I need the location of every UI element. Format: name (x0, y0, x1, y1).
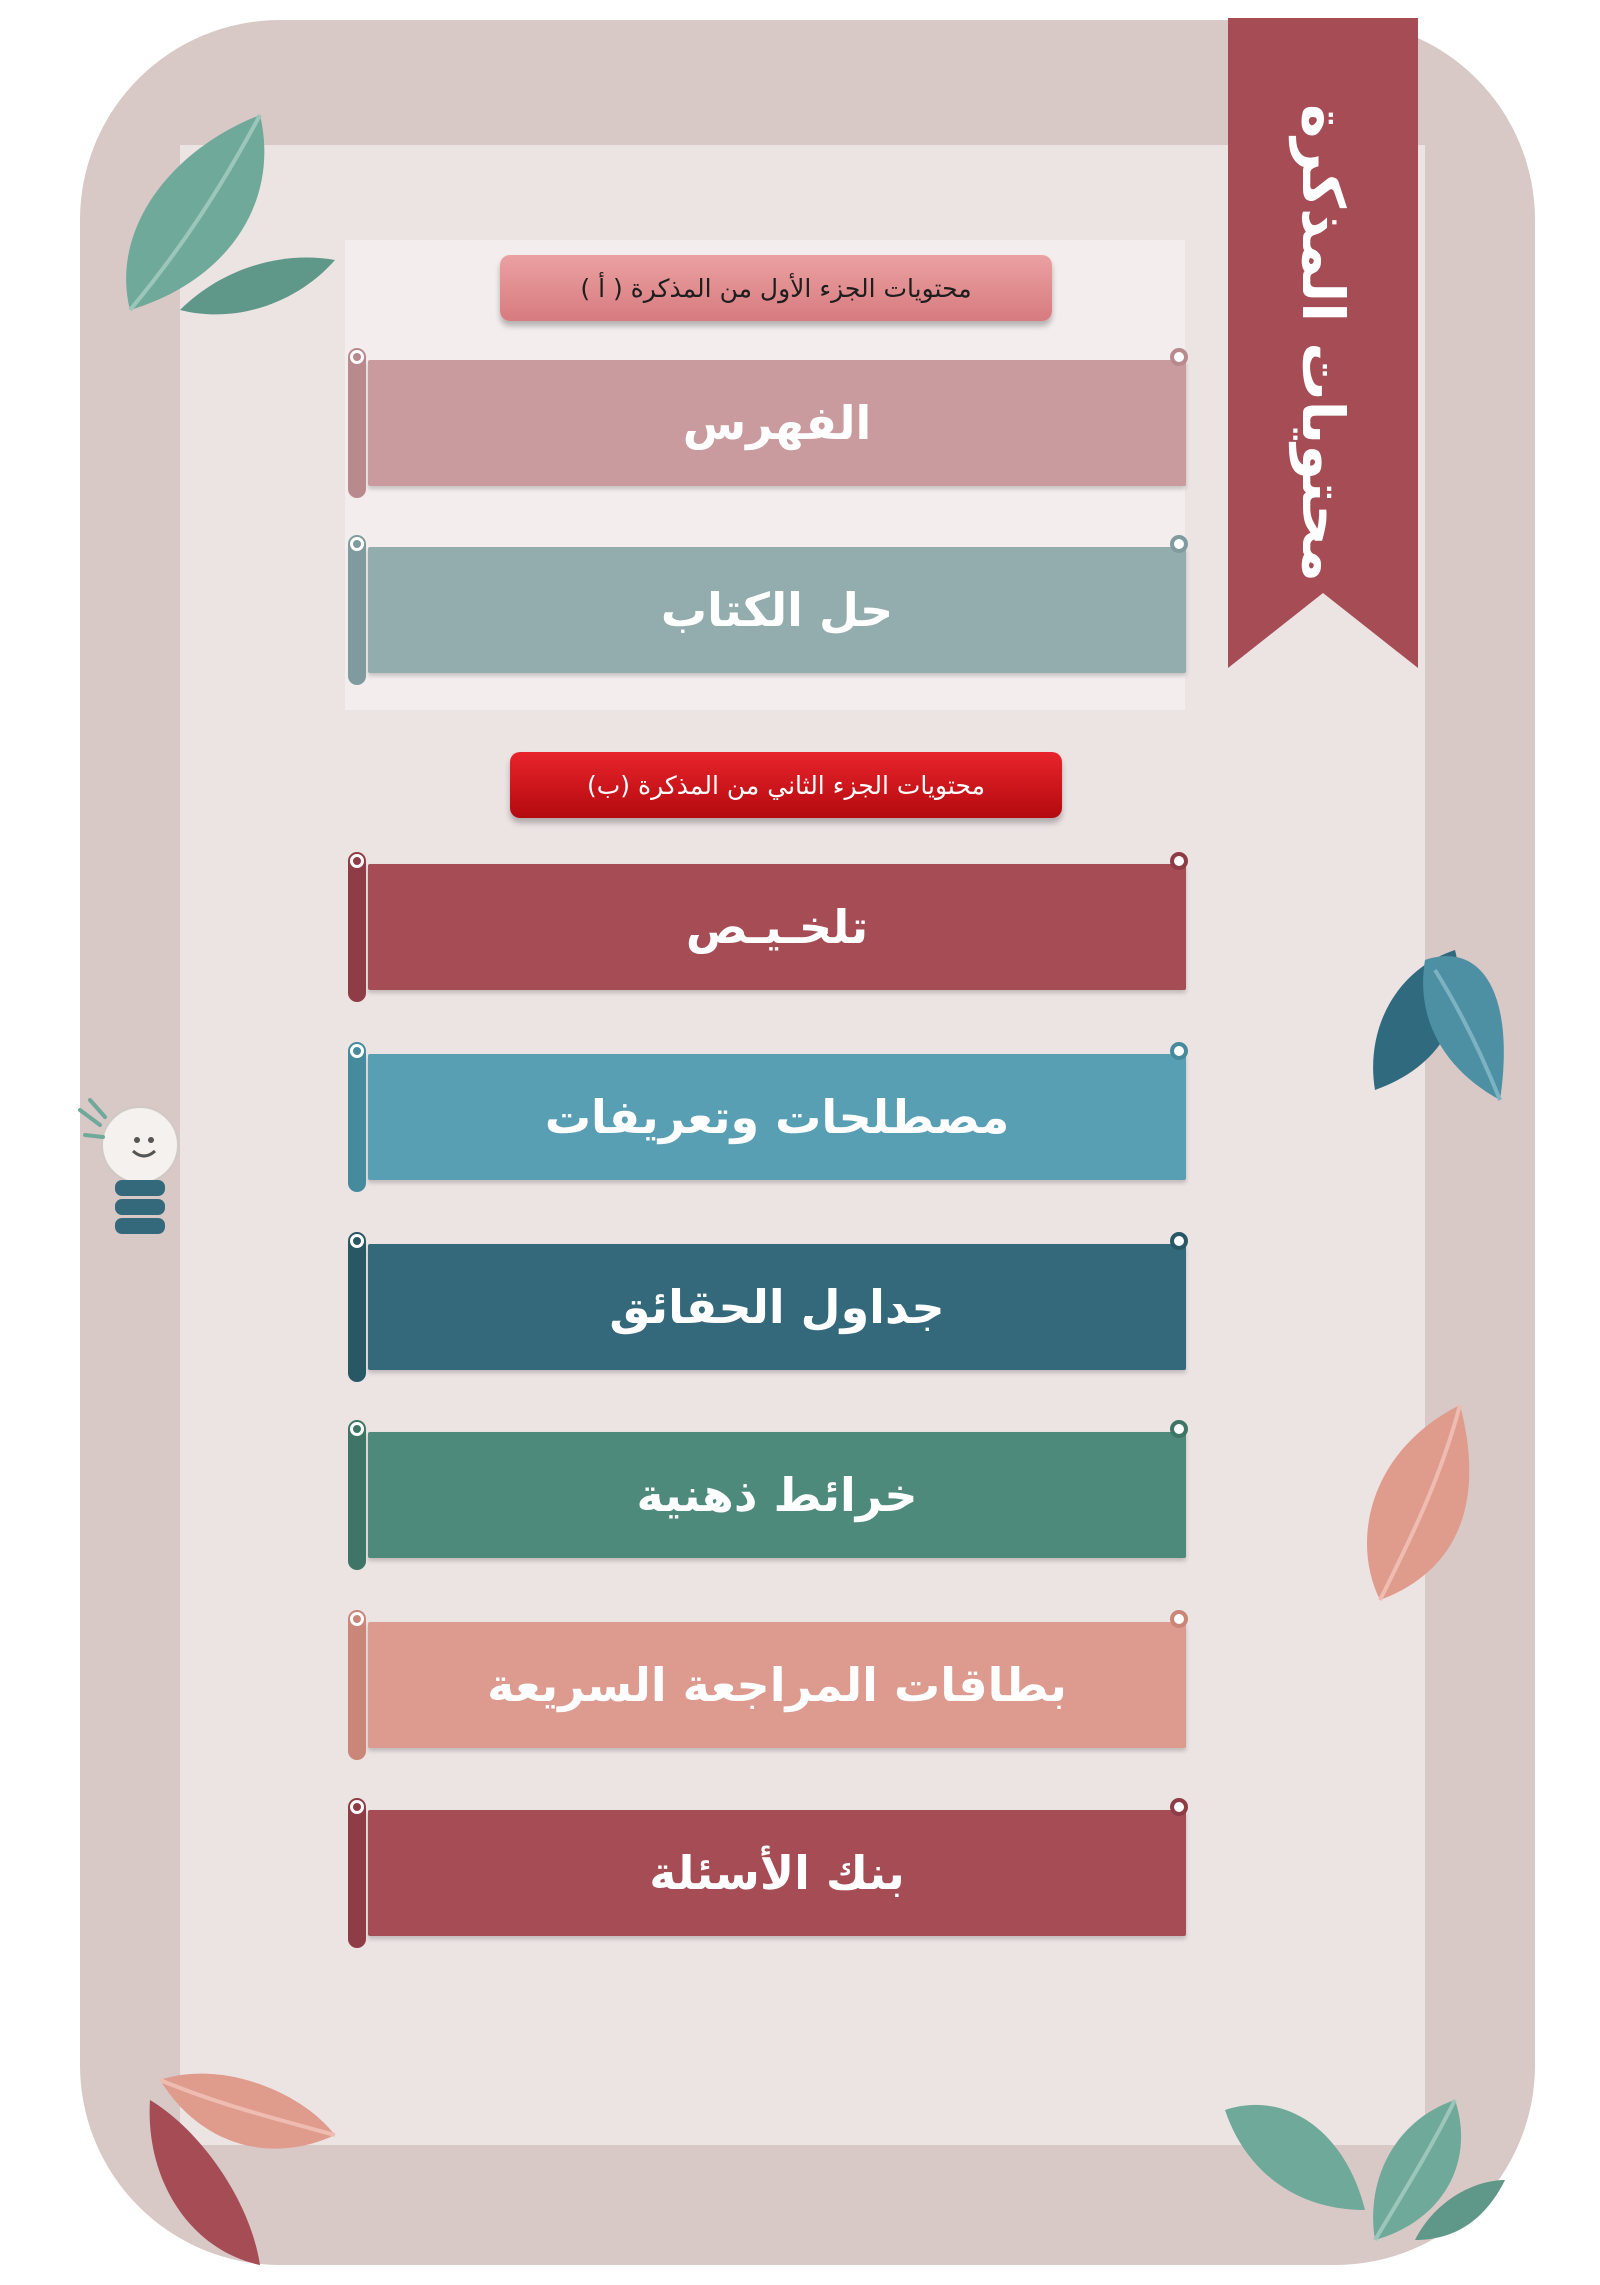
scroll-curl (1170, 1042, 1188, 1060)
scroll-curl (1170, 852, 1188, 870)
menu-item-book-solutions[interactable] (348, 535, 1190, 685)
menu-item-body: الفهرس (368, 360, 1186, 486)
scroll-curl (1170, 1420, 1188, 1438)
scroll-roll (348, 535, 366, 685)
scroll-curl (1170, 1610, 1188, 1628)
menu-item-body: تلخـيـص (368, 864, 1186, 990)
leaf-icon (1225, 2090, 1505, 2250)
menu-item-body: جداول الحقائق (368, 1244, 1186, 1370)
menu-item-quick-review-cards[interactable] (348, 1610, 1190, 1760)
menu-item-body: مصطلحات وتعريفات (368, 1054, 1186, 1180)
scroll-roll (348, 1420, 366, 1570)
menu-item-body: خرائط ذهنية (368, 1432, 1186, 1558)
leaf-icon (140, 2060, 340, 2270)
menu-item-body: حل الكتاب (368, 547, 1186, 673)
leaf-icon (1350, 1400, 1480, 1610)
section-b-label: محتويات الجزء الثاني من المذكرة (ب) (510, 752, 1062, 818)
scroll-curl (1170, 535, 1188, 553)
lightbulb-icon (75, 1095, 185, 1265)
menu-item-terms-definitions[interactable] (348, 1042, 1190, 1192)
menu-item-summary[interactable] (348, 852, 1190, 1002)
scroll-roll (348, 1610, 366, 1760)
menu-item-fact-tables[interactable] (348, 1232, 1190, 1382)
scroll-roll (348, 1042, 366, 1192)
menu-item-index[interactable] (348, 348, 1190, 498)
scroll-curl (1170, 1232, 1188, 1250)
menu-item-body: بنك الأسئلة (368, 1810, 1186, 1936)
page-title: محتويات المذكرة (1289, 104, 1357, 582)
scroll-curl (1170, 348, 1188, 366)
scroll-roll (348, 1232, 366, 1382)
scroll-roll (348, 852, 366, 1002)
scroll-curl (1170, 1798, 1188, 1816)
menu-item-question-bank[interactable] (348, 1798, 1190, 1948)
title-ribbon (1228, 18, 1418, 668)
menu-item-body: بطاقات المراجعة السريعة (368, 1622, 1186, 1748)
leaf-icon (110, 110, 340, 330)
scroll-roll (348, 348, 366, 498)
leaf-icon (1365, 940, 1515, 1110)
scroll-roll (348, 1798, 366, 1948)
section-a-label: محتويات الجزء الأول من المذكرة ( أ ) (500, 255, 1052, 321)
menu-item-mind-maps[interactable] (348, 1420, 1190, 1570)
